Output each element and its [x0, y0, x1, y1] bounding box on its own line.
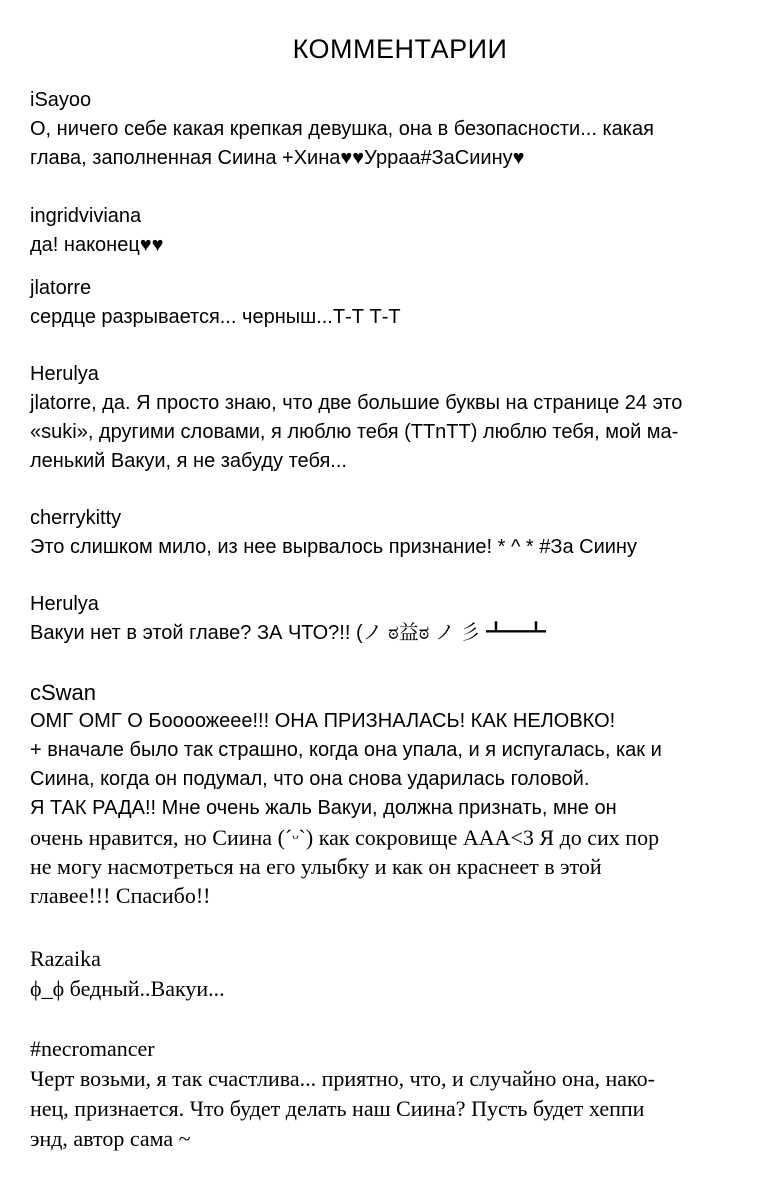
- comment-line: энд, автор сама ~: [30, 1126, 191, 1151]
- page-title: КОММЕНТАРИИ: [292, 34, 508, 64]
- comment-text: [30, 303, 750, 332]
- comment-line: Сиина, когда он подумал, что она снова ударилась головой.: [30, 768, 590, 790]
- comment-text: [30, 533, 750, 562]
- comment: [30, 504, 750, 562]
- comment-author: jlatorre: [30, 277, 92, 299]
- comment-author: Razaika: [30, 946, 101, 971]
- comment-text: [30, 707, 750, 910]
- comment: [30, 360, 750, 476]
- comment-line: Я ТАК РАДА!! Мне очень жаль Вакуи, должна признать, мне он: [30, 797, 617, 819]
- comment: [30, 1034, 750, 1154]
- comment-author: ingridviviana: [30, 205, 142, 227]
- comment-text: [30, 115, 750, 173]
- comment-line: ϕ_ϕ бедный..Вакуи...: [30, 976, 225, 1001]
- comment: [30, 678, 750, 910]
- comment-line: сердце разрывается... черныш...Т-Т Т-Т: [30, 306, 401, 328]
- comment-author: #necromancer: [30, 1036, 155, 1061]
- comment-text: [30, 389, 750, 476]
- comment-text: [30, 619, 750, 648]
- comment-line: О, ничего себе какая крепкая девушка, она в безопасности... какая: [30, 118, 654, 140]
- comment-text: [30, 1064, 750, 1154]
- comment-line: + вначале было так страшно, когда она упала, и я испугалась, как и: [30, 739, 662, 761]
- comment-line: ОМГ ОМГ О Боооожеее!!! ОНА ПРИЗНАЛАСЬ! КАК НЕЛОВКО!: [30, 710, 616, 732]
- comment: [30, 202, 750, 260]
- comment-author: Herulya: [30, 593, 99, 615]
- comment: [30, 590, 750, 648]
- comment-line: ленький Вакуи, я не забуду тебя...: [30, 450, 347, 472]
- comment-line: да! наконец♥♥: [30, 234, 164, 256]
- comment-line: «suki», другими словами, я люблю тебя (TTnTT) люблю тебя, мой ма-: [30, 421, 679, 443]
- comment-line: очень нравится, но Сиина (´ᵕ`) как сокровище ААА<3 Я до сих пор: [30, 825, 660, 850]
- comment-author: Herulya: [30, 363, 99, 385]
- comment: [30, 86, 750, 173]
- comment-author: iSayoo: [30, 89, 92, 111]
- comment-text: [30, 974, 750, 1004]
- comment-author: cherrykitty: [30, 507, 122, 529]
- comment-line: нец, признается. Что будет делать наш Сиина? Пусть будет хеппи: [30, 1096, 645, 1121]
- comment-text: [30, 231, 750, 260]
- comment-line: Это слишком мило, из нее вырвалось признание! * ^ * #За Сиину: [30, 536, 637, 558]
- comment-line: jlatorre, да. Я просто знаю, что две большие буквы на странице 24 это: [30, 392, 683, 414]
- comment-line: Вакуи нет в этой главе? ЗА ЧТО?!! (ノ ಠ益ಠ ノ 彡 ┻━┻: [30, 622, 546, 644]
- comment: [30, 944, 750, 1004]
- comment-line: глава, заполненная Сиина +Хина♥♥Урраа#ЗаСиину♥: [30, 147, 525, 169]
- comment-line: не могу насмотреться на его улыбку и как он краснеет в этой: [30, 854, 602, 879]
- comment-line: Черт возьми, я так счастлива... приятно, что, и случайно она, нако-: [30, 1066, 655, 1091]
- comment-author: cSwan: [30, 680, 97, 705]
- comment-line: главее!!! Спасибо!!: [30, 883, 211, 908]
- comment: [30, 274, 750, 332]
